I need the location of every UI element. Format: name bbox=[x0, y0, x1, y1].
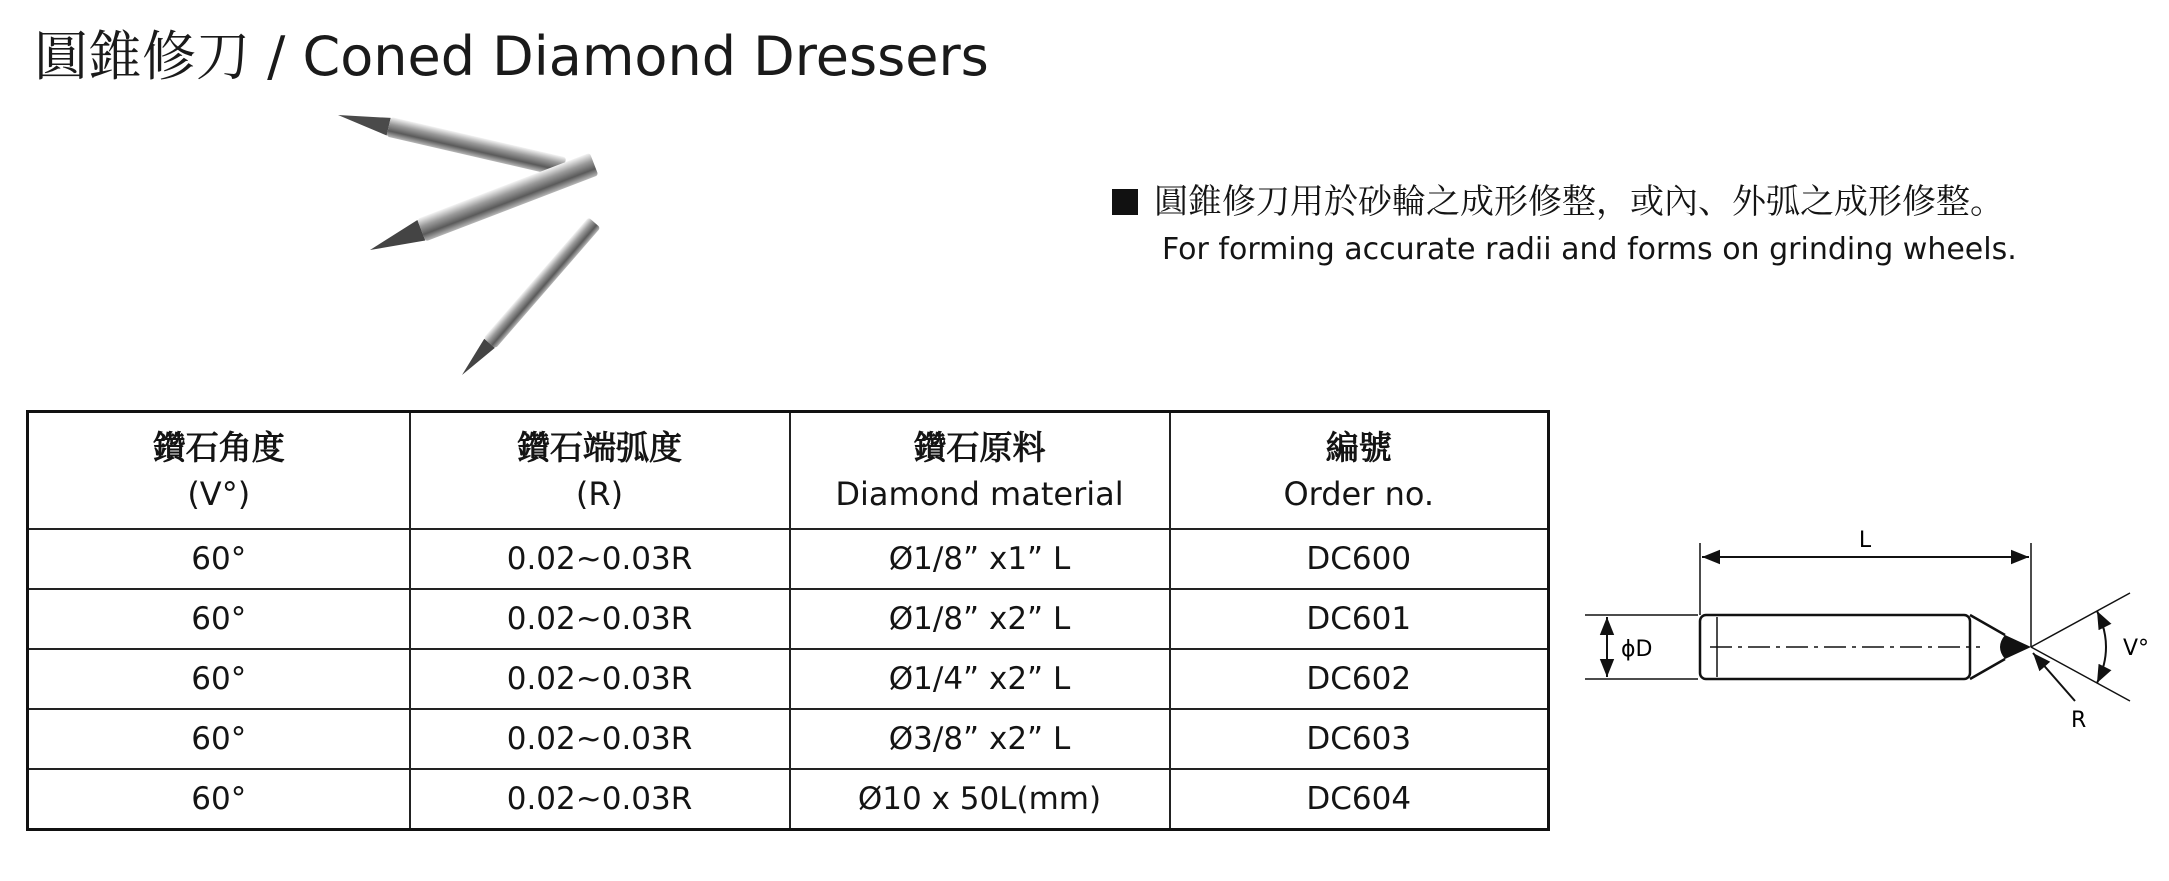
table-row bbox=[28, 769, 1549, 830]
description bbox=[1112, 178, 2017, 274]
cell-order: DC603 bbox=[1170, 709, 1549, 769]
cell-radius: 0.02~0.03R bbox=[410, 769, 790, 830]
cell-angle: 60° bbox=[28, 649, 410, 709]
radius-label: R bbox=[2071, 708, 2087, 733]
table-row bbox=[28, 649, 1549, 709]
cell-material: Ø10 x 50L(mm) bbox=[790, 769, 1170, 830]
dresser-rod-3 bbox=[456, 217, 601, 380]
cell-order: DC601 bbox=[1170, 589, 1549, 649]
dresser-diagram bbox=[1585, 515, 2165, 745]
table-row bbox=[28, 589, 1549, 649]
cell-radius: 0.02~0.03R bbox=[410, 709, 790, 769]
page-title: 圓錐修刀 / Coned Diamond Dressers bbox=[34, 25, 989, 88]
diamond-tip bbox=[2000, 635, 2031, 659]
cell-material: Ø1/8” x2” L bbox=[790, 589, 1170, 649]
description-zh: 圓錐修刀用於砂輪之成形修整，或內、外弧之成形修整。 bbox=[1154, 182, 2004, 222]
cell-material: Ø3/8” x2” L bbox=[790, 709, 1170, 769]
cell-angle: 60° bbox=[28, 709, 410, 769]
diameter-label: ϕD bbox=[1621, 637, 1653, 662]
header-order-no: 編號 Order no. bbox=[1170, 412, 1549, 530]
spec-table bbox=[26, 410, 1550, 831]
cell-radius: 0.02~0.03R bbox=[410, 649, 790, 709]
cell-angle: 60° bbox=[28, 529, 410, 589]
product-photo bbox=[330, 95, 650, 385]
bullet-square-icon bbox=[1112, 189, 1138, 215]
description-en: For forming accurate radii and forms on grinding wheels. bbox=[1162, 232, 2017, 267]
table-row bbox=[28, 709, 1549, 769]
table-row bbox=[28, 529, 1549, 589]
header-radius: 鑽石端弧度 (R) bbox=[410, 412, 790, 530]
cell-order: DC604 bbox=[1170, 769, 1549, 830]
dresser-rod-2 bbox=[366, 153, 599, 261]
cell-order: DC602 bbox=[1170, 649, 1549, 709]
cell-order: DC600 bbox=[1170, 529, 1549, 589]
cell-radius: 0.02~0.03R bbox=[410, 589, 790, 649]
header-angle: 鑽石角度 (V°) bbox=[28, 412, 410, 530]
cell-angle: 60° bbox=[28, 769, 410, 830]
cell-angle: 60° bbox=[28, 589, 410, 649]
cell-material: Ø1/4” x2” L bbox=[790, 649, 1170, 709]
cell-material: Ø1/8” x1” L bbox=[790, 529, 1170, 589]
table-header-row bbox=[28, 412, 1549, 530]
header-material: 鑽石原料 Diamond material bbox=[790, 412, 1170, 530]
length-label: L bbox=[1858, 528, 1872, 553]
dresser-rod-1 bbox=[336, 105, 567, 177]
angle-arc bbox=[2097, 611, 2106, 683]
angle-label: V° bbox=[2123, 636, 2150, 661]
cell-radius: 0.02~0.03R bbox=[410, 529, 790, 589]
